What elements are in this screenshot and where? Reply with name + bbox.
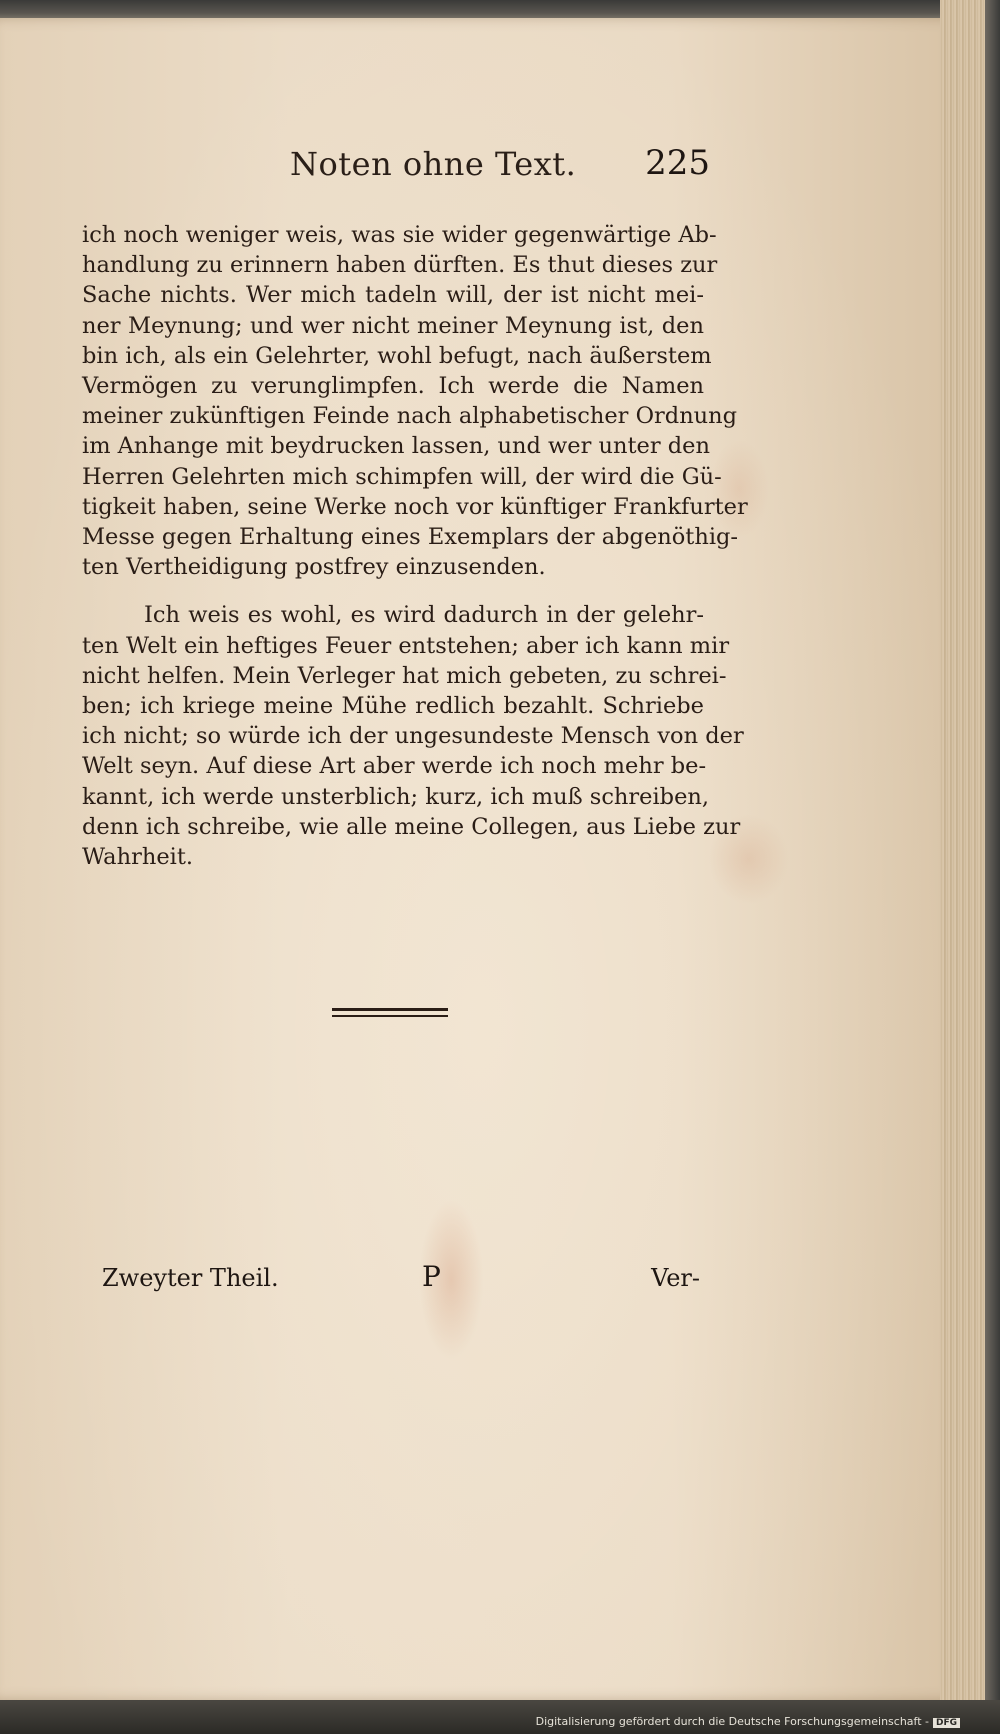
text-line: im Anhange mit beydrucken lassen, und wer unter den	[82, 433, 710, 460]
section-divider	[332, 1008, 448, 1017]
text-line: ner Meynung; und wer nicht meiner Meynung ist, den	[82, 312, 704, 339]
text-line: meiner zukünftigen Feinde nach alphabetischer Ordnung	[82, 403, 738, 430]
text-line: Messe gegen Erhaltung eines Exemplars der abgenöthig-	[82, 524, 739, 551]
gathering-signature: P	[422, 1260, 441, 1293]
credit-text: Digitalisierung gefördert durch die Deutsche Forschungsgemeinschaft -	[535, 1715, 929, 1728]
running-head	[90, 145, 710, 195]
text-line: Herren Gelehrten mich schimpfen will, der wird die Gü-	[82, 463, 722, 490]
paragraph-1	[82, 220, 748, 582]
text-line: bin ich, als ein Gelehrter, wohl befugt, nach äußerstem	[82, 342, 712, 369]
text-line: Sache nichts. Wer mich tadeln will, der ist nicht mei-	[82, 282, 704, 309]
text-line: Welt seyn. Auf diese Art aber werde ich noch mehr be-	[82, 753, 707, 780]
volume-signature: Zweyter Theil.	[102, 1264, 279, 1292]
binding-shadow	[985, 0, 1000, 1734]
text-line: Ich weis es wohl, es wird dadurch in der gelehr-	[144, 602, 704, 629]
text-line: nicht helfen. Mein Verleger hat mich gebeten, zu schrei-	[82, 662, 727, 689]
text-line: Vermögen zu verunglimpfen. Ich werde die Namen	[82, 373, 704, 400]
text-line: ten Vertheidigung postfrey einzusenden.	[82, 554, 546, 581]
running-title: Noten ohne Text.	[290, 145, 577, 183]
dfg-logo: DFG	[933, 1718, 960, 1728]
text-line: kannt, ich werde unsterblich; kurz, ich muß schreiben,	[82, 783, 710, 810]
body-text	[82, 220, 748, 872]
catchword: Ver-	[651, 1264, 700, 1292]
paragraph-2	[82, 600, 744, 872]
text-line: ich nicht; so würde ich der ungesundeste Mensch von der	[82, 723, 744, 750]
text-line: ben; ich kriege meine Mühe redlich bezahlt. Schriebe	[82, 693, 704, 720]
text-line: ich noch weniger weis, was sie wider gegenwärtige Ab-	[82, 222, 717, 248]
text-line: tigkeit haben, seine Werke noch vor künftiger Frankfurter	[82, 493, 748, 520]
signature-line	[102, 1260, 700, 1304]
text-line: Wahrheit.	[82, 844, 194, 871]
page-number: 225	[645, 143, 710, 183]
text-line: handlung zu erinnern haben dürften. Es thut dieses zur	[82, 252, 718, 279]
text-line: ten Welt ein heftiges Feuer entstehen; aber ich kann mir	[82, 632, 730, 659]
digitization-credit	[536, 1715, 960, 1728]
text-line: denn ich schreibe, wie alle meine Collegen, aus Liebe zur	[82, 813, 741, 840]
